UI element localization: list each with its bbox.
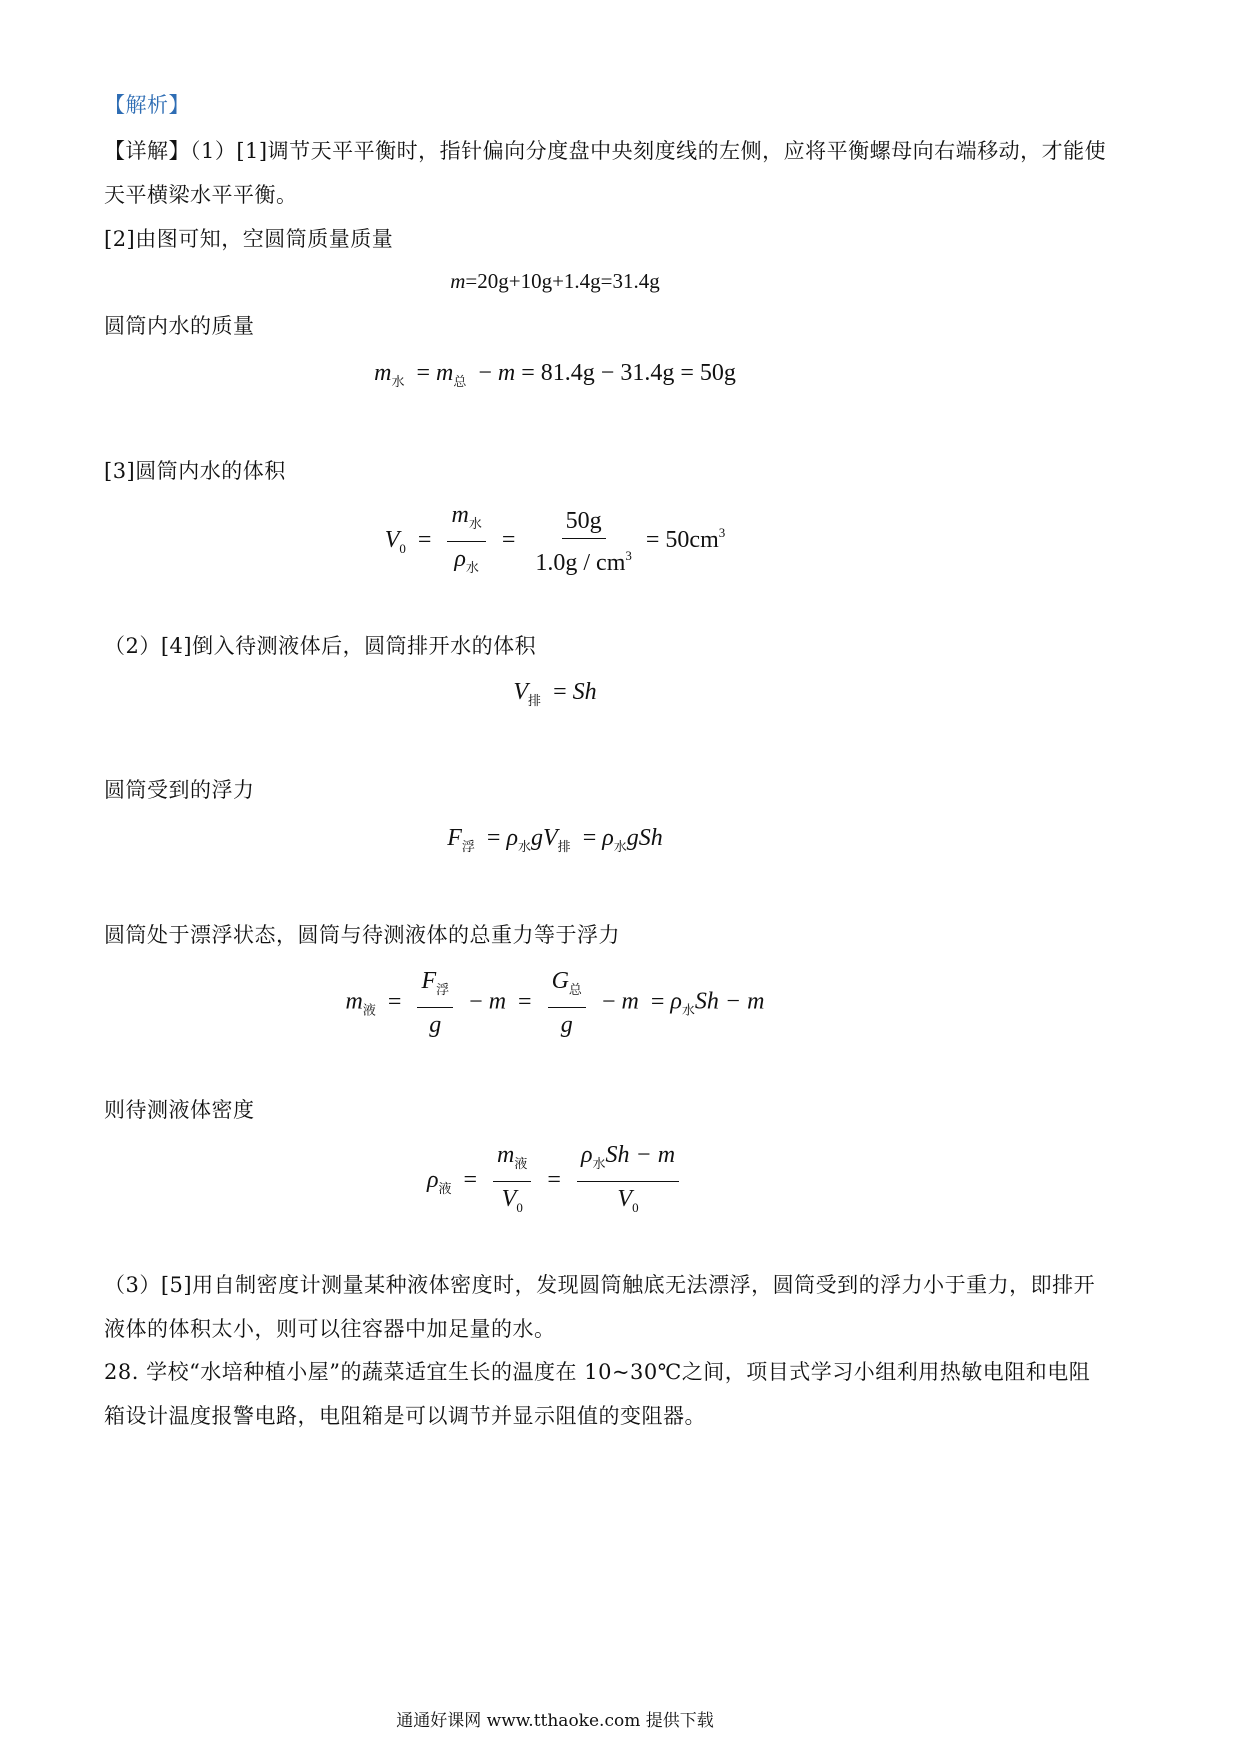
paragraph-6: 圆筒受到的浮力 [104,778,255,802]
fraction-mass-over-density: $\frac{m_水}{\rho_水}$ [447,500,485,583]
paragraph-3: 圆筒内水的质量 [104,314,255,338]
paragraph-9-line-1: （3）[5]用自制密度计测量某种液体密度时，发现圆筒触底无法漂浮，圆筒受到的浮力小于重力，即排开 [104,1273,1096,1297]
section-heading: 【解析】 [104,93,190,117]
paragraph-9-line-2: 液体的体积太小，则可以往容器中加足量的水。 [104,1317,556,1341]
paragraph-4: [3]圆筒内水的体积 [104,459,286,483]
fraction-values: $\frac{50g}{1.0g / cm^3}$ [535,507,632,576]
fraction-expression-over-volume: $\frac{\rho_水Sh - m}{V_0}$ [577,1140,679,1223]
paragraph-5: （2）[4]倒入待测液体后，圆筒排开水的体积 [104,634,537,658]
equation-buoyant-force: $F_浮 = \rho_水gV_排 = \rho_水gSh$ [447,825,663,854]
question-28-line-2: 箱设计温度报警电路，电阻箱是可以调节并显示阻值的变阻器。 [104,1404,706,1428]
paragraph-1-line-1: 【详解】（1）[1]调节天平平衡时，指针偏向分度盘中央刻度线的左侧，应将平衡螺母向右端移动，才能使 [104,139,1107,163]
fraction-weight-over-g: $\frac{G_总}{g}$ [548,966,586,1040]
fraction-force-over-g: $\frac{F_浮}{g}$ [417,966,453,1040]
page-footer: 通通好课网 www.tthaoke.com 提供下载 [396,1711,714,1731]
paragraph-8: 则待测液体密度 [104,1098,255,1122]
equation-liquid-density: $\rho_液$ = $\frac{m_液}{V_0}$ = $\frac{\rho_水Sh - m}{V_0}$ [0,1140,1110,1223]
equation-water-mass: $m_水 = m_总 - m = 81.4g - 31.4g = 50g$ [374,360,736,389]
question-28-line-1: 28. 学校“水培种植小屋”的蔬菜适宜生长的温度在 10~30℃之间，项目式学习小组利用热敏电阻和电阻 [104,1360,1091,1384]
paragraph-1-line-2: 天平横梁水平平衡。 [104,183,298,207]
fraction-liquid-mass-over-volume: $\frac{m_液}{V_0}$ [493,1140,531,1223]
paragraph-7: 圆筒处于漂浮状态，圆筒与待测液体的总重力等于浮力 [104,923,620,947]
equation-displaced-volume: $V_排 = Sh$ [513,679,597,708]
paragraph-2: [2]由图可知，空圆筒质量质量 [104,227,394,251]
equation-water-volume: $V_0$ = $\frac{m_水}{\rho_水}$ = $\frac{50g}{1.0g / cm^3}$ = $50cm^3$ [0,500,1110,583]
equation-empty-cylinder-mass: m=20g+10g+1.4g=31.4g [450,269,660,293]
equation-liquid-mass: $m_液$ = $\frac{F_浮}{g}$ − m = $\frac{G_总}{g}$ − $m = \rho_水Sh - m$ [345,968,765,1038]
